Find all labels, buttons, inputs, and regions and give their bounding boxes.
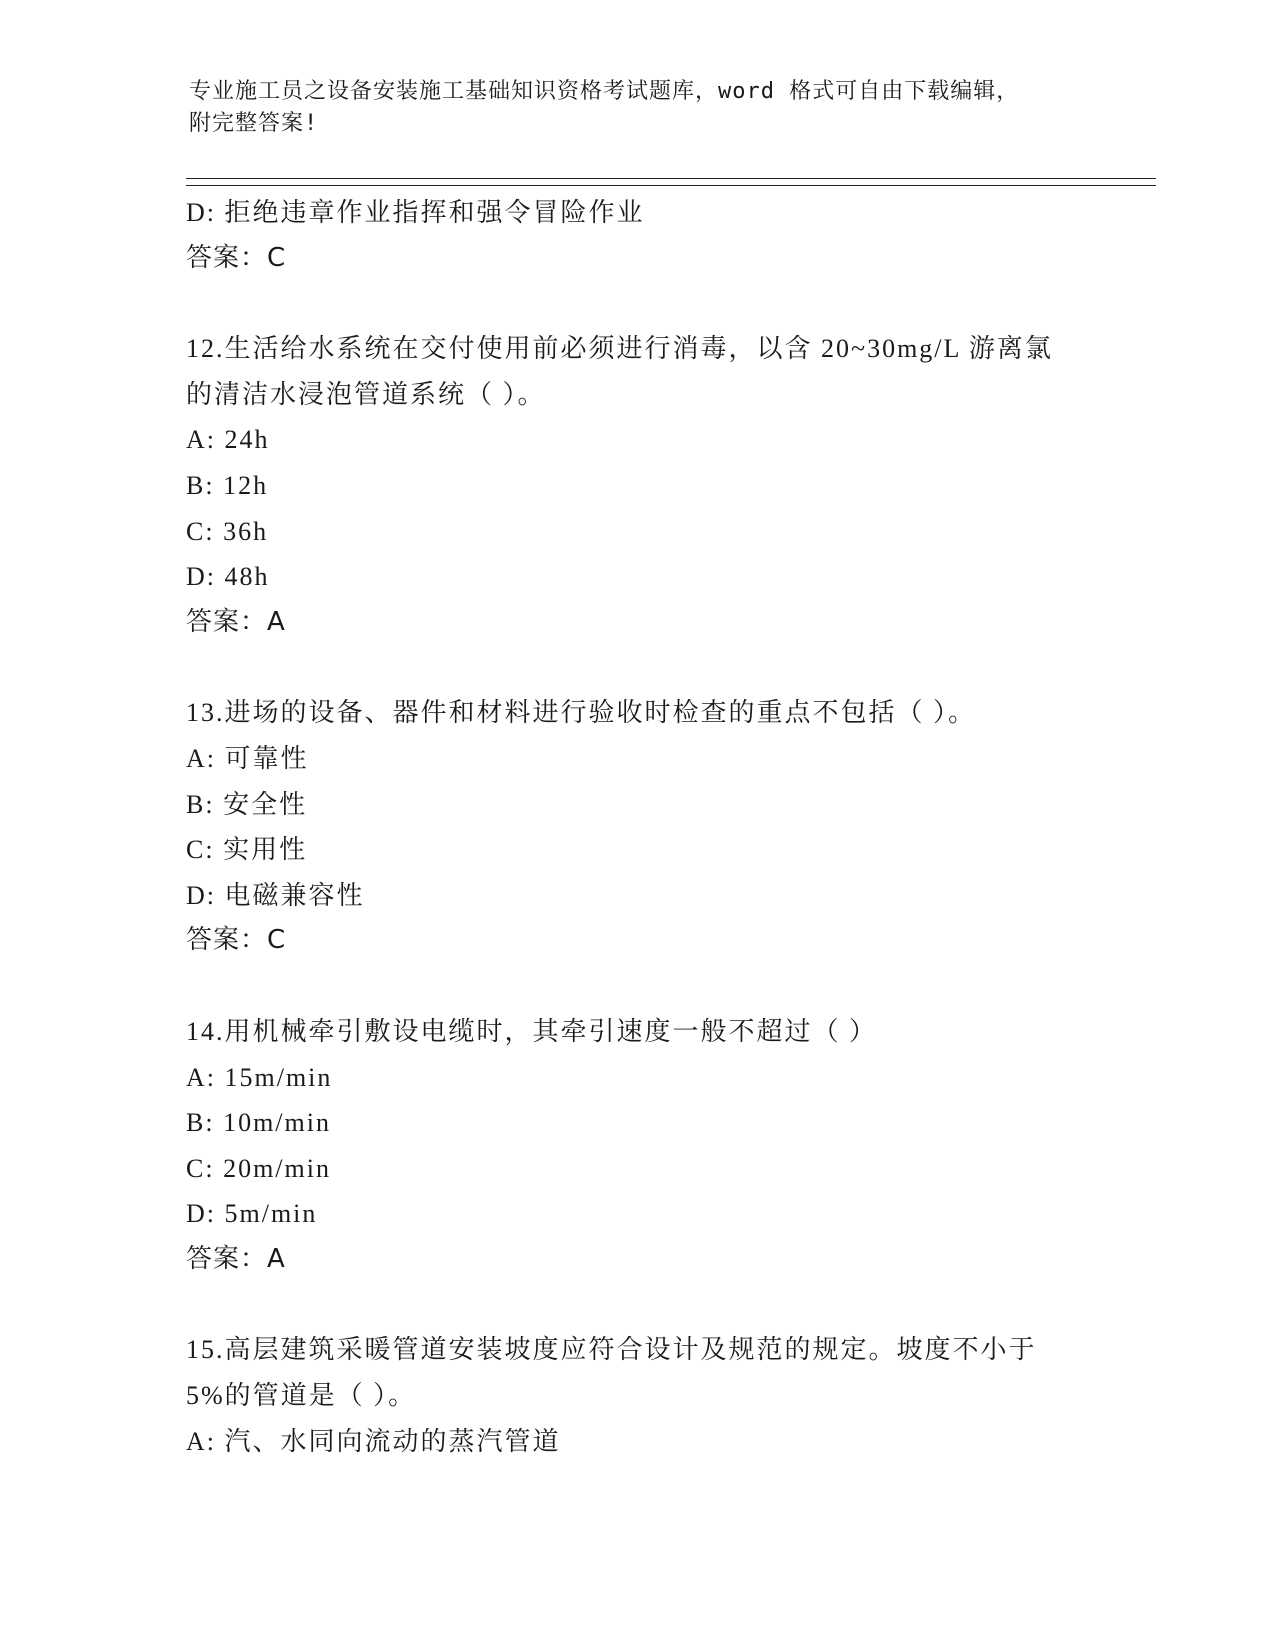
option-b: B: 10m/min	[186, 1108, 331, 1138]
question-stem: 15.高层建筑采暖管道安装坡度应符合设计及规范的规定。坡度不小于	[186, 1335, 1037, 1365]
option-a: A: 24h	[186, 425, 270, 455]
question-gap	[186, 964, 1106, 1009]
question-stem: 12.生活给水系统在交付使用前必须进行消毒，以含 20~30mg/L 游离氯	[186, 334, 1053, 364]
option-a: A: 15m/min	[186, 1062, 333, 1092]
question-stem: 13.进场的设备、器件和材料进行验收时检查的重点不包括（ ）。	[186, 698, 977, 728]
option-c: C: 实用性	[186, 835, 308, 865]
question-gap	[186, 645, 1106, 690]
header-line-2: 附完整答案!	[189, 111, 319, 136]
answer: 答案：C	[186, 925, 287, 956]
option-a: A: 汽、水同向流动的蒸汽管道	[186, 1426, 561, 1456]
header-line-1: 专业施工员之设备安装施工基础知识资格考试题库，word 格式可自由下载编辑，	[189, 79, 1020, 104]
prev-option-d: D: 拒绝违章作业指挥和强令冒险作业	[186, 198, 645, 227]
question-content	[186, 190, 1106, 1464]
option-b: B: 安全性	[186, 789, 308, 819]
answer: 答案：A	[186, 1243, 286, 1274]
question-15	[186, 1327, 1106, 1464]
question-12	[186, 326, 1106, 645]
option-d: D: 48h	[186, 562, 270, 592]
option-c: C: 20m/min	[186, 1153, 331, 1183]
question-stem-continued: 5%的管道是（ ）。	[186, 1381, 417, 1411]
option-c: C: 36h	[186, 516, 269, 546]
option-b: B: 12h	[186, 470, 269, 500]
question-14	[186, 1009, 1106, 1283]
option-d: D: 5m/min	[186, 1199, 318, 1229]
answer: 答案：A	[186, 606, 286, 637]
question-gap	[186, 1282, 1106, 1327]
question-gap	[186, 281, 1106, 326]
option-a: A: 可靠性	[186, 743, 309, 773]
option-d: D: 电磁兼容性	[186, 880, 365, 910]
header-divider	[186, 178, 1156, 186]
question-stem-continued: 的清洁水浸泡管道系统（ ）。	[186, 379, 546, 409]
prev-answer: 答案：C	[186, 242, 287, 273]
page-header	[189, 76, 1089, 140]
question-stem: 14.用机械牵引敷设电缆时，其牵引速度一般不超过（ ）	[186, 1016, 878, 1046]
question-13	[186, 690, 1106, 964]
